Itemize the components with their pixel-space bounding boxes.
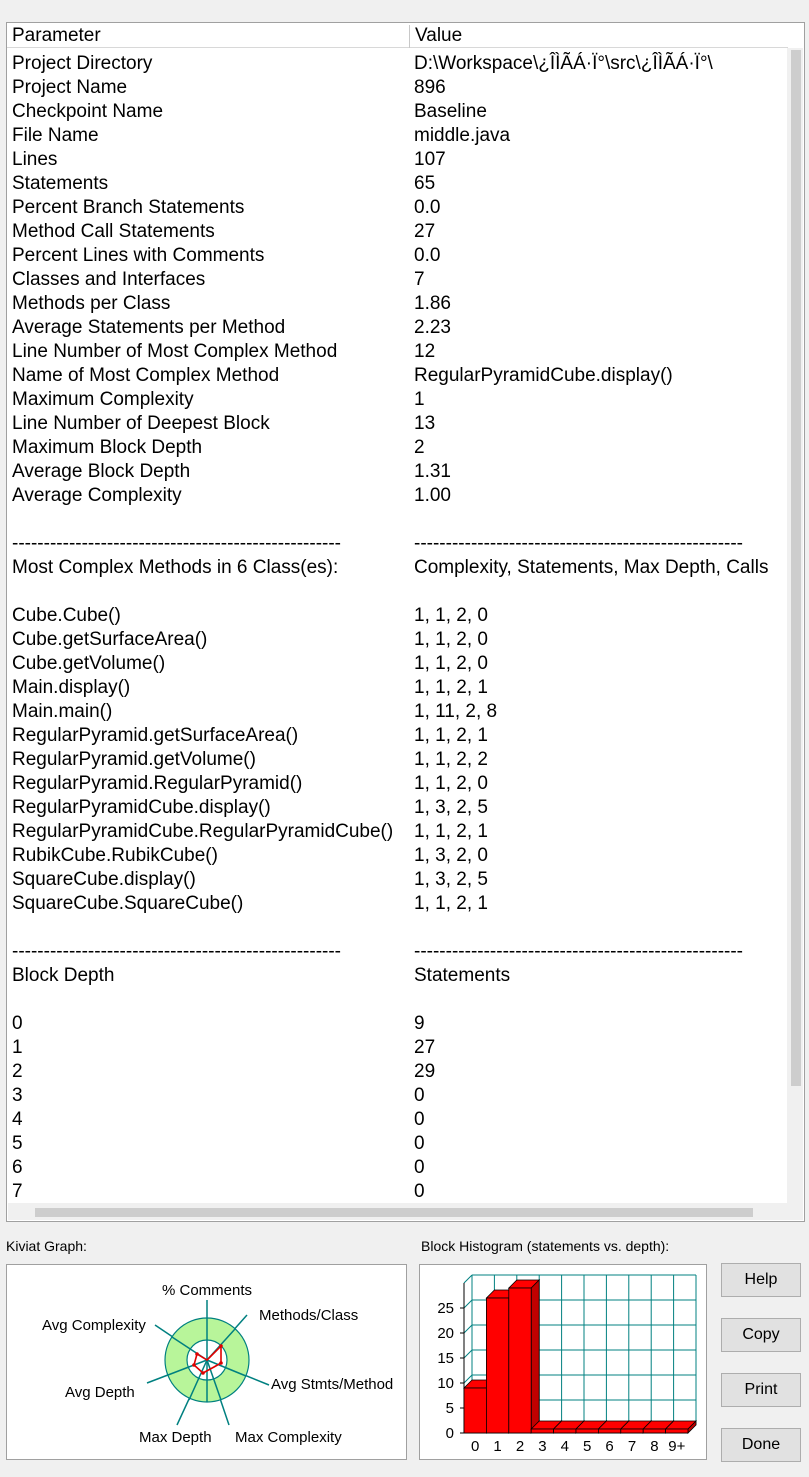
value-cell: 1 bbox=[414, 389, 425, 410]
copy-button[interactable]: Copy bbox=[721, 1318, 801, 1352]
kiviat-graph-panel bbox=[6, 1264, 407, 1460]
value-cell: ---------------------------------------------------- bbox=[414, 941, 744, 962]
value-cell: 1.86 bbox=[414, 293, 451, 314]
parameter-cell: Block Depth bbox=[12, 965, 115, 986]
parameter-cell: RegularPyramid.getVolume() bbox=[12, 749, 256, 770]
x-tick-label: 3 bbox=[538, 1438, 547, 1455]
vertical-scrollbar[interactable] bbox=[787, 48, 803, 1220]
y-tick-label: 0 bbox=[445, 1425, 454, 1442]
value-cell: 13 bbox=[414, 413, 436, 434]
table-row[interactable] bbox=[7, 52, 788, 76]
value-cell: 1, 11, 2, 8 bbox=[414, 701, 498, 722]
value-cell: 1, 1, 2, 1 bbox=[414, 677, 488, 698]
column-header-parameter[interactable]: Parameter bbox=[7, 25, 410, 48]
parameter-cell: 4 bbox=[12, 1109, 23, 1130]
value-cell: 9 bbox=[414, 1013, 425, 1034]
y-tick-label: 15 bbox=[437, 1350, 454, 1367]
parameter-cell: RegularPyramidCube.RegularPyramidCube() bbox=[12, 821, 394, 842]
value-cell: 65 bbox=[414, 173, 436, 194]
value-cell: 1, 3, 2, 5 bbox=[414, 797, 488, 818]
parameter-cell: Lines bbox=[12, 149, 58, 170]
parameter-cell: 6 bbox=[12, 1157, 23, 1178]
parameter-cell: 1 bbox=[12, 1037, 23, 1058]
parameter-cell: Project Directory bbox=[12, 53, 153, 74]
parameter-cell: RegularPyramid.getSurfaceArea() bbox=[12, 725, 299, 746]
parameter-cell: Classes and Interfaces bbox=[12, 269, 206, 290]
horizontal-scroll-thumb[interactable] bbox=[35, 1208, 753, 1217]
y-tick-label: 20 bbox=[437, 1325, 454, 1342]
x-tick-label: 6 bbox=[605, 1438, 614, 1455]
parameter-cell: Name of Most Complex Method bbox=[12, 365, 280, 386]
value-cell: 7 bbox=[414, 269, 425, 290]
table-row[interactable] bbox=[7, 628, 788, 652]
table-row[interactable] bbox=[7, 1084, 788, 1108]
table-row[interactable] bbox=[7, 388, 788, 412]
table-row[interactable] bbox=[7, 292, 788, 316]
x-tick-label: 9+ bbox=[668, 1438, 686, 1455]
value-cell: 1, 1, 2, 1 bbox=[414, 893, 488, 914]
parameter-cell: Main.main() bbox=[12, 701, 113, 722]
value-cell: 12 bbox=[414, 341, 436, 362]
table-row[interactable] bbox=[7, 148, 788, 172]
parameter-cell: Method Call Statements bbox=[12, 221, 215, 242]
parameter-cell: Maximum Complexity bbox=[12, 389, 194, 410]
parameter-cell: Statements bbox=[12, 173, 109, 194]
histogram-bar bbox=[509, 1280, 539, 1433]
vertical-scroll-thumb[interactable] bbox=[791, 50, 801, 1086]
parameter-cell: Line Number of Most Complex Method bbox=[12, 341, 338, 362]
table-row[interactable] bbox=[7, 1156, 788, 1180]
value-cell: 1.31 bbox=[414, 461, 451, 482]
block-histogram bbox=[420, 1265, 706, 1459]
parameter-cell: File Name bbox=[12, 125, 99, 146]
table-row[interactable] bbox=[7, 916, 788, 940]
table-row[interactable] bbox=[7, 508, 788, 532]
parameter-cell: ---------------------------------------------------- bbox=[12, 533, 342, 554]
value-cell: 1, 3, 2, 5 bbox=[414, 869, 488, 890]
parameter-cell: Percent Lines with Comments bbox=[12, 245, 265, 266]
kiviat-label-avg-depth: Avg Depth bbox=[65, 1384, 135, 1401]
table-row[interactable] bbox=[7, 604, 788, 628]
parameter-cell: Line Number of Deepest Block bbox=[12, 413, 270, 434]
value-cell: Complexity, Statements, Max Depth, Calls bbox=[414, 557, 769, 578]
table-row[interactable] bbox=[7, 100, 788, 124]
table-row[interactable] bbox=[7, 76, 788, 100]
horizontal-scrollbar[interactable] bbox=[8, 1203, 788, 1220]
x-tick-label: 4 bbox=[560, 1438, 569, 1455]
table-row[interactable] bbox=[7, 1036, 788, 1060]
parameter-cell: Percent Branch Statements bbox=[12, 197, 245, 218]
value-cell: 29 bbox=[414, 1061, 436, 1082]
table-row[interactable] bbox=[7, 436, 788, 460]
kiviat-label-comments: % Comments bbox=[161, 1282, 253, 1299]
value-cell: 1.00 bbox=[414, 485, 451, 506]
table-row[interactable] bbox=[7, 364, 788, 388]
table-row[interactable] bbox=[7, 700, 788, 724]
value-cell: 2 bbox=[414, 437, 425, 458]
parameter-cell: RubikCube.RubikCube() bbox=[12, 845, 218, 866]
table-row[interactable] bbox=[7, 1132, 788, 1156]
kiviat-label-methods-class: Methods/Class bbox=[259, 1307, 359, 1324]
table-row[interactable] bbox=[7, 676, 788, 700]
value-cell: 0.0 bbox=[414, 197, 441, 218]
parameter-cell: Checkpoint Name bbox=[12, 101, 164, 122]
value-cell: Baseline bbox=[414, 101, 487, 122]
table-row[interactable] bbox=[7, 1012, 788, 1036]
x-tick-label: 7 bbox=[627, 1438, 637, 1455]
parameter-cell: RegularPyramidCube.display() bbox=[12, 797, 271, 818]
table-row[interactable] bbox=[7, 796, 788, 820]
x-tick-label: 0 bbox=[471, 1438, 480, 1455]
table-row[interactable] bbox=[7, 412, 788, 436]
value-cell: ---------------------------------------------------- bbox=[414, 533, 744, 554]
value-cell: middle.java bbox=[414, 125, 511, 146]
parameter-cell: Project Name bbox=[12, 77, 128, 98]
table-row[interactable] bbox=[7, 340, 788, 364]
kiviat-caption: Kiviat Graph: bbox=[6, 1238, 87, 1254]
parameter-cell: 0 bbox=[12, 1013, 23, 1034]
table-row[interactable] bbox=[7, 172, 788, 196]
table-row[interactable] bbox=[7, 460, 788, 484]
table-row[interactable] bbox=[7, 772, 788, 796]
kiviat-graph bbox=[7, 1265, 406, 1459]
table-row[interactable] bbox=[7, 268, 788, 292]
value-cell: D:\Workspace\¿ÎÌÃÁ·Ï°\src\¿ÎÌÃÁ·Ï°\ bbox=[414, 53, 713, 74]
parameter-cell: Average Complexity bbox=[12, 485, 182, 506]
value-cell: 1, 1, 2, 1 bbox=[414, 725, 488, 746]
y-tick-label: 25 bbox=[437, 1300, 454, 1317]
parameter-cell: Cube.getVolume() bbox=[12, 653, 166, 674]
x-tick-label: 5 bbox=[583, 1438, 592, 1455]
kiviat-label-max-depth: Max Depth bbox=[139, 1429, 212, 1446]
kiviat-label-max-complexity: Max Complexity bbox=[235, 1429, 342, 1446]
table-row[interactable] bbox=[7, 748, 788, 772]
value-cell: 0.0 bbox=[414, 245, 441, 266]
value-cell: 0 bbox=[414, 1085, 425, 1106]
table-row[interactable] bbox=[7, 1108, 788, 1132]
value-cell: 2.23 bbox=[414, 317, 451, 338]
table-row[interactable] bbox=[7, 724, 788, 748]
parameter-cell: 7 bbox=[12, 1181, 23, 1202]
parameter-cell: ---------------------------------------------------- bbox=[12, 941, 342, 962]
table-row[interactable] bbox=[7, 940, 788, 964]
value-cell: 1, 1, 2, 0 bbox=[414, 629, 488, 650]
histogram-caption: Block Histogram (statements vs. depth): bbox=[421, 1238, 670, 1254]
parameter-cell: SquareCube.SquareCube() bbox=[12, 893, 244, 914]
value-cell: 0 bbox=[414, 1109, 425, 1130]
table-row[interactable] bbox=[7, 244, 788, 268]
help-button[interactable]: Help bbox=[721, 1263, 801, 1297]
table-row[interactable] bbox=[7, 484, 788, 508]
value-cell: 1, 1, 2, 0 bbox=[414, 653, 488, 674]
value-cell: 1, 3, 2, 0 bbox=[414, 845, 488, 866]
parameter-cell: Cube.getSurfaceArea() bbox=[12, 629, 208, 650]
parameter-cell: Most Complex Methods in 6 Class(es): bbox=[12, 557, 339, 578]
table-row[interactable] bbox=[7, 124, 788, 148]
value-cell: Statements bbox=[414, 965, 511, 986]
table-row[interactable] bbox=[7, 316, 788, 340]
value-cell: 0 bbox=[414, 1181, 425, 1202]
parameter-cell: SquareCube.display() bbox=[12, 869, 196, 890]
table-row[interactable] bbox=[7, 868, 788, 892]
y-tick-label: 5 bbox=[445, 1400, 454, 1417]
value-cell: 0 bbox=[414, 1157, 425, 1178]
kiviat-label-avg-complexity: Avg Complexity bbox=[42, 1317, 146, 1334]
parameter-cell: Average Block Depth bbox=[12, 461, 191, 482]
parameter-cell: RegularPyramid.RegularPyramid() bbox=[12, 773, 303, 794]
column-header-value[interactable]: Value bbox=[415, 25, 463, 46]
value-cell: 107 bbox=[414, 149, 446, 170]
table-row[interactable] bbox=[7, 220, 788, 244]
table-row[interactable] bbox=[7, 556, 788, 580]
value-cell: 1, 1, 2, 0 bbox=[414, 605, 488, 626]
table-row[interactable] bbox=[7, 196, 788, 220]
table-row[interactable] bbox=[7, 964, 788, 988]
table-row[interactable] bbox=[7, 844, 788, 868]
x-tick-label: 2 bbox=[515, 1438, 525, 1455]
table-row[interactable] bbox=[7, 532, 788, 556]
value-cell: 27 bbox=[414, 221, 436, 242]
value-cell: 27 bbox=[414, 1037, 436, 1058]
table-row[interactable] bbox=[7, 892, 788, 916]
table-row[interactable] bbox=[7, 580, 788, 604]
table-row[interactable] bbox=[7, 1180, 788, 1204]
value-cell: 0 bbox=[414, 1133, 425, 1154]
parameter-cell: 2 bbox=[12, 1061, 23, 1082]
histogram-panel bbox=[419, 1264, 707, 1460]
kiviat-label-avg-stmts: Avg Stmts/Method bbox=[271, 1376, 394, 1393]
value-cell: 1, 1, 2, 1 bbox=[414, 821, 488, 842]
parameter-cell: Main.display() bbox=[12, 677, 131, 698]
table-row[interactable] bbox=[7, 652, 788, 676]
x-tick-label: 8 bbox=[650, 1438, 659, 1455]
parameter-cell: 5 bbox=[12, 1133, 23, 1154]
x-tick-label: 1 bbox=[493, 1438, 502, 1455]
table-body bbox=[7, 52, 788, 1204]
table-header bbox=[7, 23, 788, 48]
print-button[interactable]: Print bbox=[721, 1373, 801, 1407]
parameter-cell: Maximum Block Depth bbox=[12, 437, 203, 458]
value-cell: 1, 1, 2, 2 bbox=[414, 749, 488, 770]
table-row[interactable] bbox=[7, 1060, 788, 1084]
value-cell: RegularPyramidCube.display() bbox=[414, 365, 673, 386]
parameter-cell: Average Statements per Method bbox=[12, 317, 286, 338]
parameter-cell: Cube.Cube() bbox=[12, 605, 121, 626]
y-tick-label: 10 bbox=[437, 1375, 454, 1392]
parameter-cell: 3 bbox=[12, 1085, 23, 1106]
table-row[interactable] bbox=[7, 988, 788, 1012]
value-cell: 1, 1, 2, 0 bbox=[414, 773, 488, 794]
done-button[interactable]: Done bbox=[721, 1428, 801, 1462]
parameter-cell: Methods per Class bbox=[12, 293, 171, 314]
results-table[interactable] bbox=[6, 22, 805, 1222]
value-cell: 896 bbox=[414, 77, 446, 98]
table-row[interactable] bbox=[7, 820, 788, 844]
